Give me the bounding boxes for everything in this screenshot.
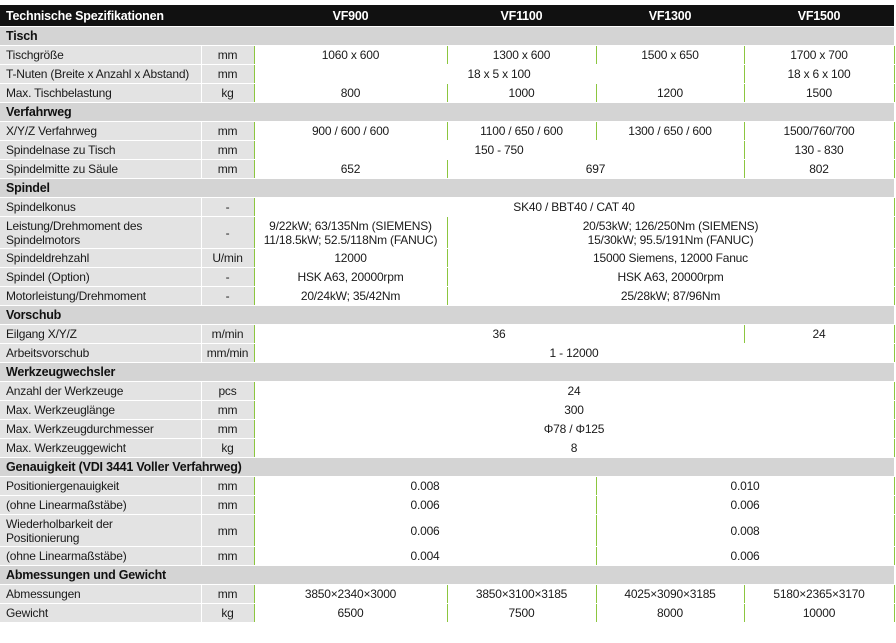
spec-label: [0, 198, 201, 217]
section-header: [0, 27, 894, 46]
spec-value-line: 3850×2340×3000: [304, 587, 397, 601]
section-title: Tisch: [0, 27, 894, 46]
spec-value-line: 9/22kW; 63/135Nm (SIEMENS): [269, 218, 432, 233]
spec-value-line: 1500/760/700: [783, 124, 855, 138]
spec-value: [254, 401, 894, 420]
spec-value-line: 36: [492, 327, 506, 341]
spec-row: [0, 141, 894, 160]
spec-value-line: 15000 Siemens, 12000 Fanuc: [593, 251, 748, 265]
spec-unit: mm: [201, 65, 254, 84]
spec-value: [254, 344, 894, 363]
spec-unit: -: [201, 287, 254, 306]
spec-row: [0, 287, 894, 306]
spec-label-line: Spindelmotors: [6, 232, 81, 247]
spec-row: [0, 401, 894, 420]
spec-label: [0, 249, 201, 268]
spec-value: [744, 160, 894, 179]
spec-value: [254, 604, 447, 623]
spec-label: [0, 122, 201, 141]
spec-unit: mm: [201, 547, 254, 566]
spec-value-line: 697: [585, 162, 606, 176]
spec-row: [0, 477, 894, 496]
spec-unit: -: [201, 198, 254, 217]
spec-value: [596, 477, 894, 496]
spec-value-line: 0.010: [730, 479, 760, 493]
spec-label: [0, 46, 201, 65]
spec-value: [447, 84, 596, 103]
spec-unit: -: [201, 217, 254, 249]
section-title: Abmessungen und Gewicht: [0, 566, 894, 585]
spec-unit: U/min: [201, 249, 254, 268]
spec-label-line: Anzahl der Werkzeuge: [6, 384, 124, 398]
spec-value-line: 8: [570, 441, 578, 455]
spec-label-line: Eilgang X/Y/Z: [6, 327, 77, 341]
spec-value: [254, 287, 447, 306]
spec-label: [0, 84, 201, 103]
spec-row: [0, 344, 894, 363]
spec-value: [254, 141, 744, 160]
spec-value: [254, 515, 596, 547]
spec-label-line: Arbeitsvorschub: [6, 346, 90, 360]
spec-label: [0, 496, 201, 515]
spec-label-line: T-Nuten (Breite x Anzahl x Abstand): [6, 67, 190, 81]
section-header: [0, 179, 894, 198]
spec-value: [596, 84, 744, 103]
spec-label-line: (ohne Linearmaßstäbe): [6, 549, 127, 563]
spec-unit: m/min: [201, 325, 254, 344]
spec-value-line: 800: [340, 86, 361, 100]
spec-value: [447, 585, 596, 604]
spec-unit: mm: [201, 122, 254, 141]
section-header: [0, 363, 894, 382]
spec-value: [744, 604, 894, 623]
spec-label: [0, 160, 201, 179]
section-title: Vorschub: [0, 306, 894, 325]
spec-value: [254, 496, 596, 515]
spec-row: [0, 198, 894, 217]
spec-label-line: Max. Werkzeuglänge: [6, 403, 115, 417]
spec-value: [254, 65, 744, 84]
spec-value: [447, 604, 596, 623]
spec-unit: mm: [201, 401, 254, 420]
spec-value: [744, 46, 894, 65]
spec-label-line: Max. Tischbelastung: [6, 86, 112, 100]
spec-label-line: Gewicht: [6, 606, 48, 620]
section-header: [0, 566, 894, 585]
spec-value: [744, 84, 894, 103]
spec-value-line: 4025×3090×3185: [624, 587, 716, 601]
spec-label: [0, 65, 201, 84]
spec-unit: mm: [201, 160, 254, 179]
spec-unit: mm: [201, 46, 254, 65]
spec-label-line: Abmessungen: [6, 587, 81, 601]
spec-value: [447, 268, 894, 287]
model-header-vf1300: VF1300: [596, 5, 744, 27]
model-header-vf1100: VF1100: [447, 5, 596, 27]
spec-label-line: Positioniergenauigkeit: [6, 479, 120, 493]
spec-value: [254, 160, 447, 179]
spec-row: [0, 217, 894, 249]
spec-unit: mm: [201, 420, 254, 439]
spec-value-line: 18 x 5 x 100: [467, 67, 531, 81]
spec-value-line: 1060 x 600: [321, 48, 380, 62]
spec-row: [0, 382, 894, 401]
spec-value: [596, 585, 744, 604]
spec-value: [254, 46, 447, 65]
spec-value: [744, 122, 894, 141]
spec-unit: kg: [201, 604, 254, 623]
spec-label: [0, 477, 201, 496]
spec-label-line: Spindel (Option): [6, 270, 90, 284]
spec-value-line: 1700 x 700: [790, 48, 848, 62]
spec-value-line: 150 - 750: [474, 143, 524, 157]
spec-label-line: Tischgröße: [6, 48, 64, 62]
section-header: [0, 103, 894, 122]
spec-unit: pcs: [201, 382, 254, 401]
spec-value: [596, 46, 744, 65]
spec-value-line: 20/53kW; 126/250Nm (SIEMENS): [582, 218, 759, 233]
spec-value-line: 0.004: [410, 549, 440, 563]
spec-value: [254, 84, 447, 103]
section-header: [0, 306, 894, 325]
spec-value-line: HSK A63, 20000rpm: [617, 270, 724, 284]
spec-value: [254, 325, 744, 344]
table-title: Technische Spezifikationen: [0, 5, 254, 27]
model-header-vf1500: VF1500: [744, 5, 894, 27]
spec-value-line: 1500: [806, 86, 832, 100]
spec-unit: -: [201, 268, 254, 287]
spec-unit: kg: [201, 439, 254, 458]
spec-label: [0, 382, 201, 401]
spec-value: [254, 217, 447, 249]
spec-value: [596, 515, 894, 547]
section-title: Werkzeugwechsler: [0, 363, 894, 382]
spec-value: [447, 122, 596, 141]
spec-value-line: 11/18.5kW; 52.5/118Nm (FANUC): [263, 232, 438, 247]
spec-value: [254, 547, 596, 566]
spec-label: [0, 439, 201, 458]
spec-value: [447, 249, 894, 268]
spec-label-line: Spindelkonus: [6, 200, 76, 214]
spec-value-line: 24: [812, 327, 826, 341]
spec-value-line: 0.006: [410, 523, 440, 538]
header-row: [0, 5, 894, 27]
spec-value: [596, 496, 894, 515]
spec-label-line: Spindelnase zu Tisch: [6, 143, 116, 157]
spec-value: [254, 198, 894, 217]
spec-value-line: 6500: [337, 606, 364, 620]
section-title: Verfahrweg: [0, 103, 894, 122]
spec-value: [254, 439, 894, 458]
spec-label-line: Max. Werkzeuggewicht: [6, 441, 126, 455]
spec-value: [254, 420, 894, 439]
spec-row: [0, 515, 894, 547]
spec-row: [0, 325, 894, 344]
spec-value-line: 5180×2365×3170: [773, 587, 865, 601]
spec-value: [447, 160, 744, 179]
spec-value: [596, 122, 744, 141]
spec-row: [0, 547, 894, 566]
spec-value: [744, 65, 894, 84]
spec-label-line: Spindelmitte zu Säule: [6, 162, 118, 176]
spec-value: [744, 585, 894, 604]
spec-label-line: Motorleistung/Drehmoment: [6, 289, 146, 303]
spec-value-line: 130 - 830: [794, 143, 844, 157]
spec-row: [0, 249, 894, 268]
spec-value-line: 1500 x 650: [641, 48, 699, 62]
spec-value-line: 900 / 600 / 600: [311, 124, 390, 138]
spec-row: [0, 65, 894, 84]
spec-unit: mm: [201, 515, 254, 547]
spec-value-line: 300: [564, 403, 584, 417]
spec-label: [0, 325, 201, 344]
spec-value-line: 0.006: [730, 498, 760, 512]
spec-label: [0, 268, 201, 287]
spec-value-line: 1200: [657, 86, 683, 100]
spec-row: [0, 420, 894, 439]
spec-value-line: 15/30kW; 95.5/191Nm (FANUC): [587, 232, 754, 247]
spec-label-line: Spindeldrehzahl: [6, 251, 90, 265]
spec-row: [0, 160, 894, 179]
spec-value: [596, 604, 744, 623]
spec-row: [0, 585, 894, 604]
spec-label: [0, 141, 201, 160]
spec-label: [0, 401, 201, 420]
spec-value-line: 0.008: [730, 523, 760, 538]
spec-value: [596, 547, 894, 566]
spec-value-line: SK40 / BBT40 / CAT 40: [513, 200, 635, 214]
spec-value-line: 1300 x 600: [492, 48, 551, 62]
spec-value-line: 0.006: [730, 549, 760, 563]
spec-label: [0, 585, 201, 604]
spec-value: [744, 141, 894, 160]
section-header: [0, 458, 894, 477]
section-title: Spindel: [0, 179, 894, 198]
spec-label: [0, 344, 201, 363]
spec-value-line: 1300 / 650 / 600: [628, 124, 712, 138]
spec-value: [254, 585, 447, 604]
spec-value-line: 802: [809, 162, 829, 176]
spec-unit: mm: [201, 141, 254, 160]
spec-label-line: Leistung/Drehmoment des: [6, 218, 143, 233]
spec-label: [0, 515, 201, 547]
spec-value: [744, 325, 894, 344]
spec-unit: mm: [201, 496, 254, 515]
spec-row: [0, 46, 894, 65]
section-title: Genauigkeit (VDI 3441 Voller Verfahrweg): [0, 458, 894, 477]
spec-label: [0, 547, 201, 566]
spec-label: [0, 604, 201, 623]
spec-value-line: 18 x 6 x 100: [787, 67, 851, 81]
spec-value-line: 10000: [802, 606, 836, 620]
spec-value: [447, 287, 894, 306]
spec-row: [0, 268, 894, 287]
spec-table: [0, 5, 895, 623]
spec-label: [0, 420, 201, 439]
spec-value: [254, 382, 894, 401]
spec-value-line: 0.008: [410, 479, 440, 493]
spec-value: [254, 268, 447, 287]
spec-value-line: 25/28kW; 87/96Nm: [620, 289, 721, 303]
spec-row: [0, 122, 894, 141]
spec-value-line: 0.006: [410, 498, 440, 512]
spec-value: [447, 217, 894, 249]
spec-value-line: 1100 / 650 / 600: [480, 124, 563, 138]
spec-row: [0, 84, 894, 103]
spec-row: [0, 439, 894, 458]
spec-row: [0, 604, 894, 623]
spec-value-line: Φ78 / Φ125: [543, 422, 605, 436]
spec-label-line: Wiederholbarkeit der: [6, 516, 113, 531]
spec-value-line: 1 - 12000: [549, 346, 599, 360]
spec-row: [0, 496, 894, 515]
spec-label-line: Max. Werkzeugdurchmesser: [6, 422, 154, 436]
spec-value-line: 8000: [657, 606, 683, 620]
spec-value: [447, 46, 596, 65]
spec-value-line: 652: [340, 162, 361, 176]
spec-value: [254, 122, 447, 141]
spec-label: [0, 217, 201, 249]
spec-value-line: 24: [567, 384, 581, 398]
spec-value-line: 1000: [508, 86, 535, 100]
spec-label-line: X/Y/Z Verfahrweg: [6, 124, 97, 138]
spec-unit: mm/min: [201, 344, 254, 363]
spec-label: [0, 287, 201, 306]
spec-value-line: 20/24kW; 35/42Nm: [300, 289, 401, 303]
model-header-vf900: VF900: [254, 5, 447, 27]
spec-label-line: Positionierung: [6, 530, 80, 545]
spec-label-line: (ohne Linearmaßstäbe): [6, 498, 127, 512]
spec-unit: mm: [201, 585, 254, 604]
spec-value-line: HSK A63, 20000rpm: [297, 270, 404, 284]
spec-value: [254, 477, 596, 496]
spec-unit: mm: [201, 477, 254, 496]
spec-value-line: 7500: [508, 606, 535, 620]
spec-value: [254, 249, 447, 268]
spec-value-line: 3850×3100×3185: [475, 587, 568, 601]
spec-unit: kg: [201, 84, 254, 103]
spec-value-line: 12000: [334, 251, 367, 265]
